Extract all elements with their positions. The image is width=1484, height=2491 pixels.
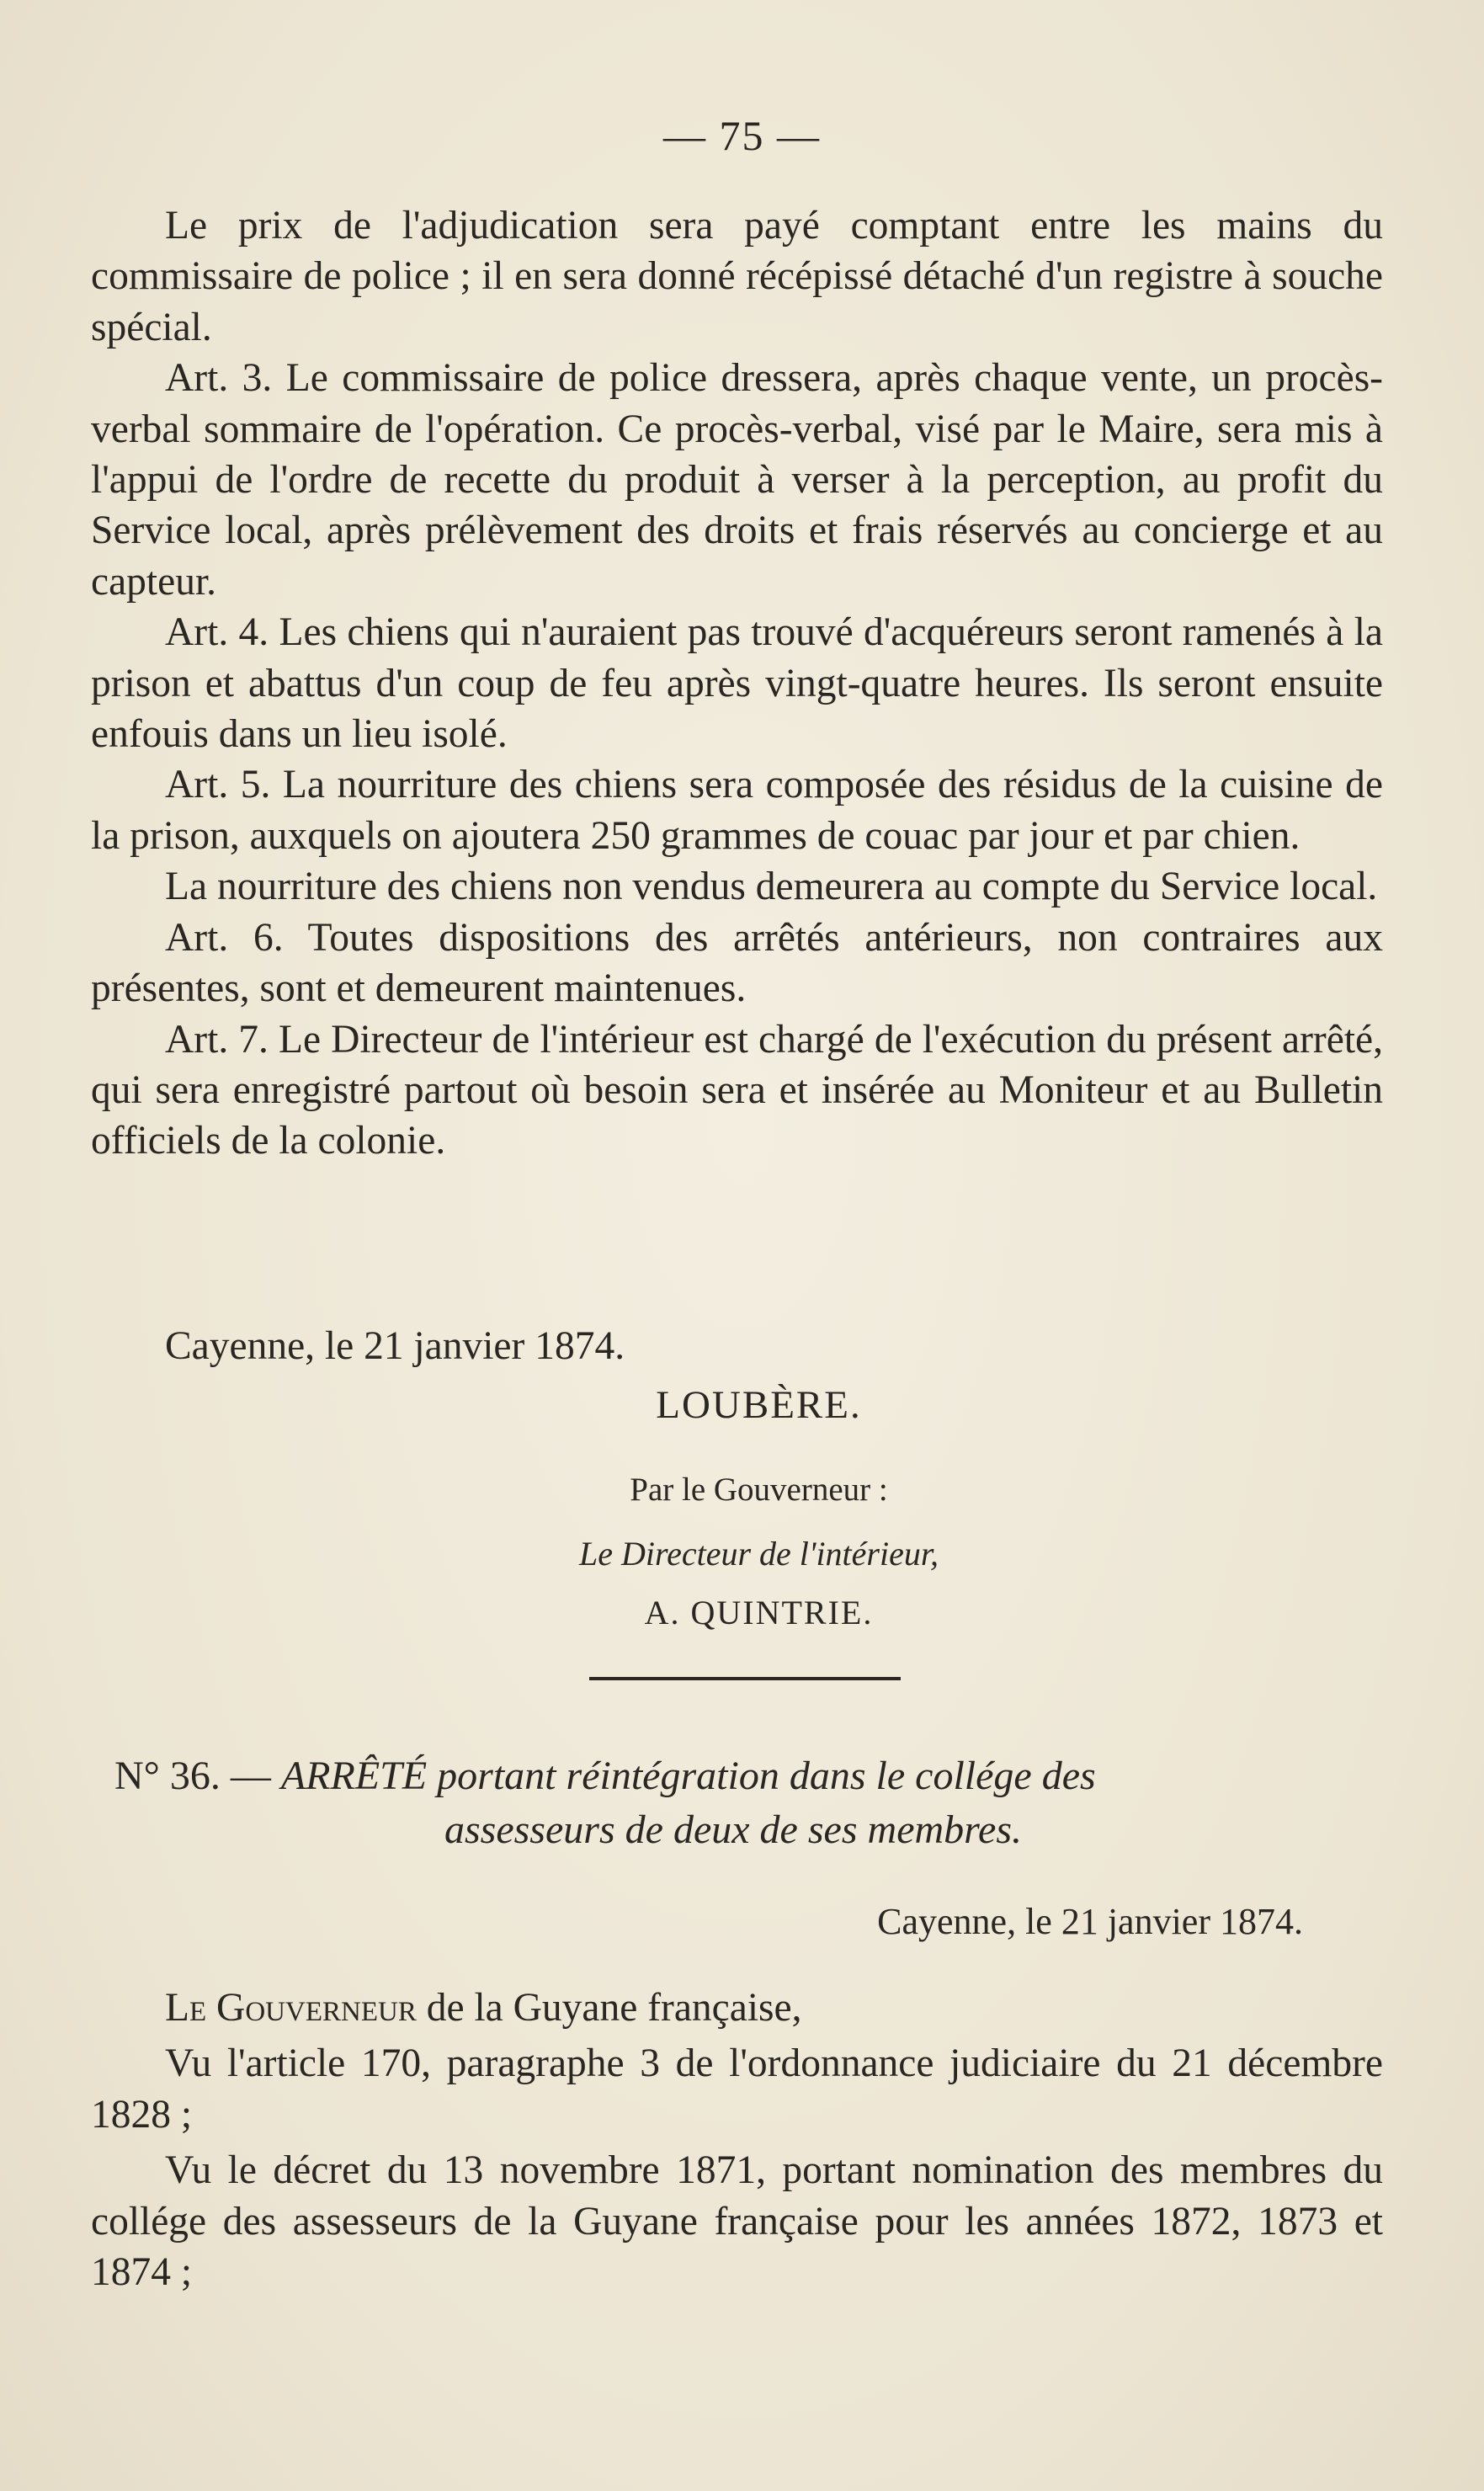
arrete-heading (114, 1749, 1386, 1857)
signature-countersign: A. QUINTRIE. (644, 1594, 874, 1631)
vu-paragraph: Vu l'article 170, paragraphe 3 de l'ordonnance judiciaire du 21 décembre 1828 ; (91, 2041, 1383, 2137)
paragraph: Art. 6. Toutes dispositions des arrêtés antérieurs, non contraires aux présentes, sont et demeurent maintenues. (91, 915, 1383, 1011)
paragraph: Art. 5. La nourriture des chiens sera composée des résidus de la cuisine de la prison, auxquels on ajoutera 250 grammes de couac par jour et par chien. (91, 763, 1383, 858)
governor-line (91, 1983, 1383, 2033)
governor-rest: de la Guyane française, (416, 1986, 802, 2030)
paragraph: Art. 4. Les chiens qui n'auraient pas trouvé d'acquéreurs seront ramenés à la prison et abattus d'un coup de feu après vingt-quatre heures. Ils seront ensuite enfouis dans un lieu isolé. (91, 610, 1383, 757)
page-number: — 75 — (663, 112, 821, 159)
signature-director: Le Directeur de l'intérieur, (579, 1535, 939, 1573)
paragraph: Le prix de l'adjudication sera payé comptant entre les mains du commissaire de police ; il en sera donné récépissé détaché d'un registre à souche spécial. (91, 204, 1383, 349)
arrete-body (91, 1983, 1383, 2302)
signature-par-le: Par le Gouverneur : (630, 1472, 888, 1508)
vu-paragraph: Vu le décret du 13 novembre 1871, portant nomination des membres du collége des assesseurs de la Guyane française pour les années 1872, 1873 et 1874 ; (91, 2148, 1383, 2295)
paragraph: Art. 3. Le commissaire de police dressera, après chaque vente, un procès-verbal sommaire de l'opération. Ce procès-verbal, visé par le Maire, sera mis à l'appui de l'ordre de recette du produit à verser à la perception, au profit du Service local, après prélèvement des droits et frais réservés au concierge et au capteur. (91, 356, 1383, 604)
signoff-date: Cayenne, le 21 janvier 1874. (165, 1324, 625, 1368)
arrete-title-line1: ARRÊTÉ portant réintégration dans le collége des (280, 1754, 1096, 1798)
governor-title: Le Gouverneur (165, 1986, 417, 2030)
paragraph: La nourriture des chiens non vendus demeurera au compte du Service local. (165, 865, 1378, 909)
arrete-number: N° 36. — (114, 1754, 271, 1798)
arrete-dateline: Cayenne, le 21 janvier 1874. (877, 1901, 1303, 1942)
signature-name: LOUBÈRE. (656, 1383, 862, 1427)
article-text (91, 200, 1383, 1167)
section-divider (589, 1677, 901, 1680)
arrete-title-line2: assesseurs de deux de ses membres. (444, 1807, 1023, 1852)
paragraph: Art. 7. Le Directeur de l'intérieur est chargé de l'exécution du présent arrêté, qui sera enregistré partout où besoin sera et insérée au Moniteur et au Bulletin officiels de la colonie. (91, 1017, 1383, 1163)
